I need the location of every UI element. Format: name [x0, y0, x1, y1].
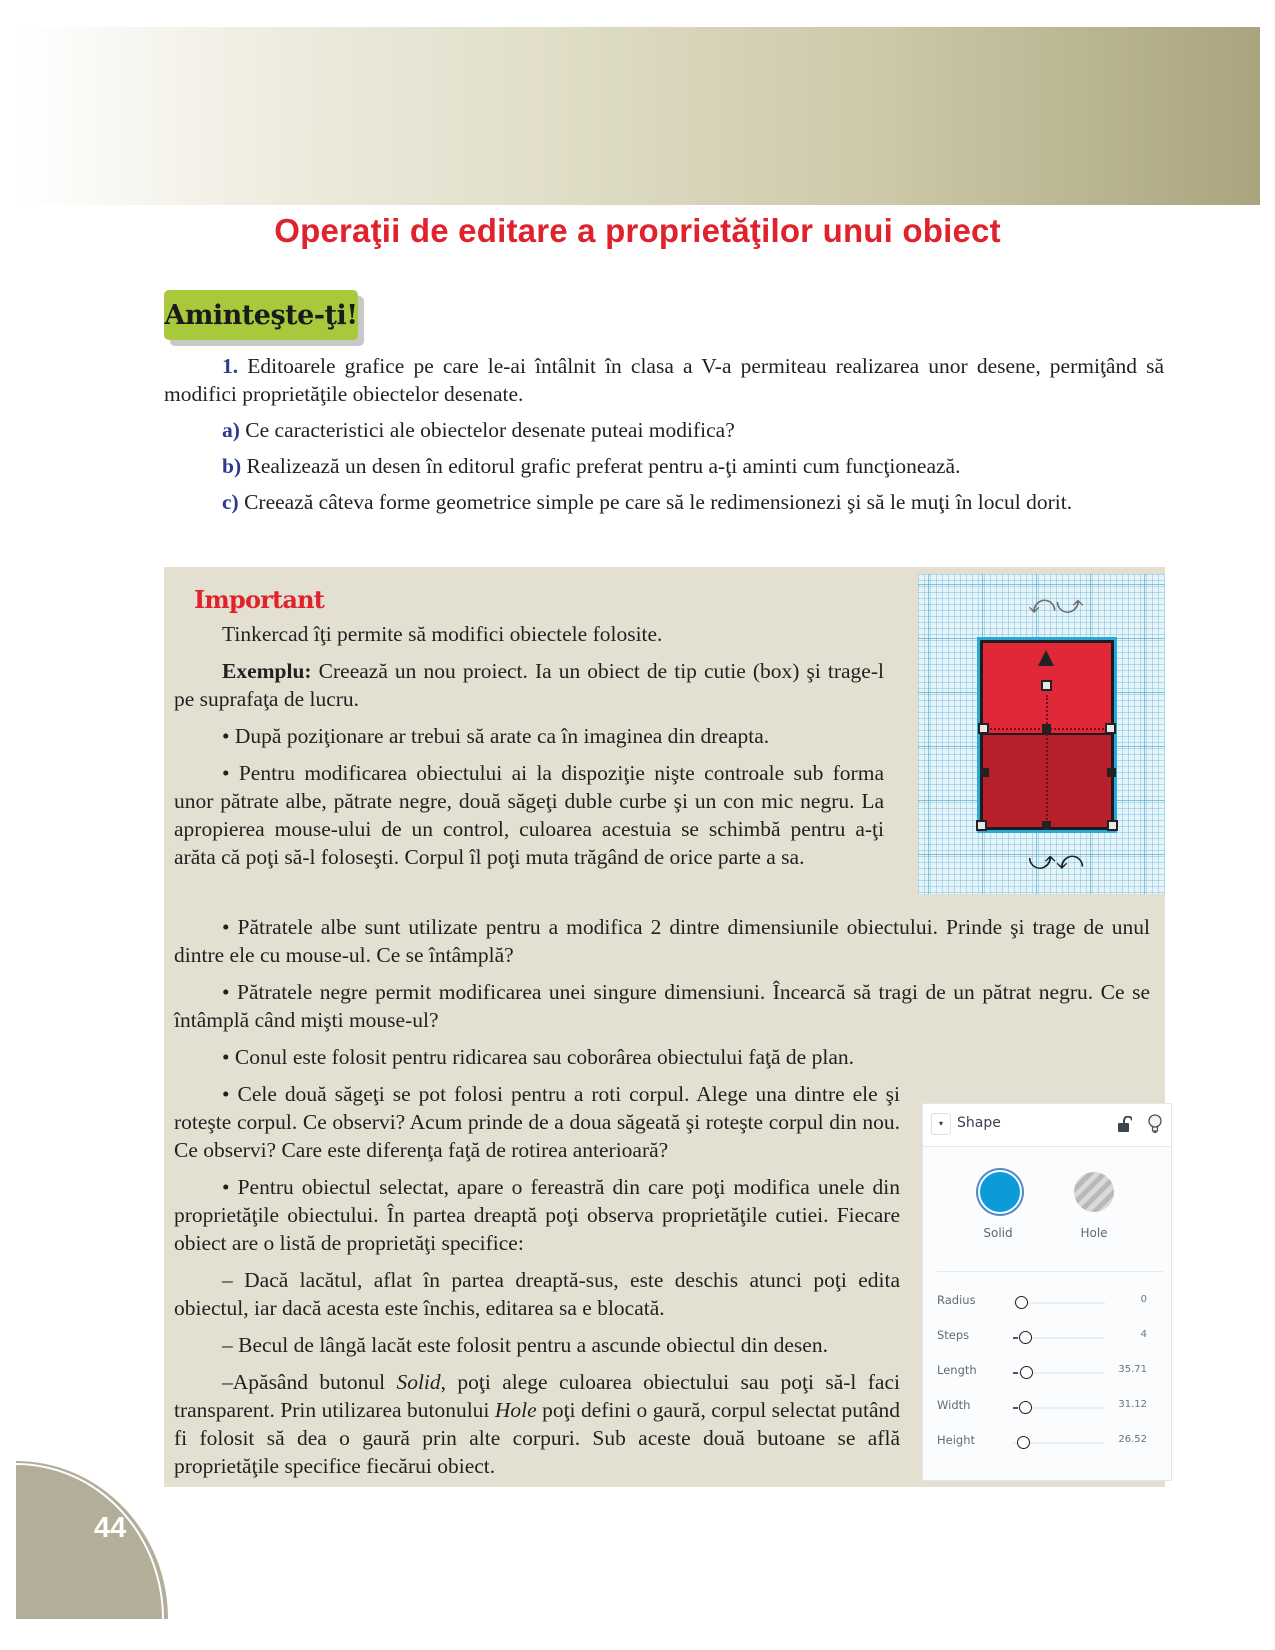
property-row-length [923, 1363, 1171, 1383]
lightbulb-icon[interactable] [1148, 1114, 1162, 1134]
item-text: Creează câteva forme geometrice simple pe care să le redimensionezi şi să le muţi în locul dorit. [238, 490, 1073, 514]
property-value[interactable]: 35.71 [1118, 1364, 1147, 1375]
black-square-handle[interactable] [980, 768, 989, 777]
paragraph-solid-hole [174, 1368, 900, 1480]
slider-fill [1013, 1407, 1018, 1409]
property-row-steps [923, 1328, 1171, 1348]
paragraph-white-squares: • Pătratele albe sunt utilizate pentru a modifica 2 dintre dimensiunile obiectului. Prinde şi trage de unul dintre ele cu mouse-ul. Ce se întâmplă? [174, 915, 1150, 967]
property-label: Radius [937, 1293, 976, 1307]
solid-term: Solid [396, 1370, 441, 1394]
white-square-handle[interactable] [976, 820, 987, 831]
question-number: 1. [222, 354, 239, 378]
property-row-height [923, 1433, 1171, 1453]
property-value[interactable]: 0 [1140, 1294, 1147, 1305]
white-square-handle[interactable] [1105, 723, 1116, 734]
black-square-handle[interactable] [1042, 724, 1051, 733]
page-corner-line [16, 1463, 164, 1619]
paragraph-controls: • Pentru modificarea obiectului ai la dispoziţie nişte controale sub forma unor pătrate albe, pătrate negre, două săgeţi duble curbe şi un con mic negru. La apropierea mouse-ului de un control, culoarea acestuia se schimbă pentru a-ţi arăta că poţi să-l foloseşti. Corpul îl poţi muta trăgând de orice parte a sa. [174, 761, 884, 869]
paragraph-properties-window: • Pentru obiectul selectat, apare o fereastră din care poţi modifica unele din proprietăţile obiectului. În partea dreaptă poţi observa proprietăţile cutiei. Fiecare obiect are o listă de proprietăţi specifice: [174, 1175, 900, 1255]
text-fragment: poţi defini o gaură, corpul selectat putând fi folosit să dea o gaură prin alte corpuri. Sub aceste două butoane se află proprietăţile specifice fiecărui obiect. [174, 1398, 900, 1478]
white-square-handle[interactable] [1041, 680, 1052, 691]
question-item-a [222, 416, 1164, 444]
item-letter: c) [222, 490, 239, 514]
question-text: Editoarele grafice pe care le-ai întâlnit în clasa a V-a permiteau realizarea unor desene, permiţând să modifici proprietăţile obiectelor desenate. [164, 354, 1164, 406]
item-text: Realizează un desen în editorul grafic preferat pentru a-ţi aminti cum funcţionează. [241, 454, 961, 478]
remember-badge [164, 290, 358, 340]
unlock-icon[interactable] [1118, 1116, 1132, 1132]
white-square-handle[interactable] [1107, 820, 1118, 831]
solid-label: Solid [983, 1226, 1013, 1240]
slider-knob[interactable] [1019, 1401, 1032, 1414]
property-value[interactable]: 26.52 [1118, 1434, 1147, 1445]
paragraph-bulb: – Becul de lângă lacăt este folosit pentru a ascunde obiectul din desen. [222, 1333, 828, 1357]
page-number: 44 [94, 1512, 127, 1544]
item-letter: b) [222, 454, 242, 478]
question-item-b [222, 452, 1164, 480]
paragraph-black-squares: • Pătratele negre permit modificarea unei singure dimensiuni. Încearcă să tragi de un pătrat negru. Ce se întâmplă când mişti mouse-ul? [174, 980, 1150, 1032]
black-square-handle[interactable] [1042, 821, 1051, 830]
hole-term: Hole [494, 1398, 537, 1422]
question-1 [164, 352, 1164, 408]
slider-fill [1013, 1372, 1018, 1374]
property-value[interactable]: 4 [1140, 1329, 1147, 1340]
remember-questions [164, 352, 1164, 516]
page-title: Operaţii de editare a proprietăţilor unui obiect [274, 212, 1001, 249]
property-row-width [923, 1398, 1171, 1418]
paragraph-cone: • Conul este folosit pentru ridicarea sau coborârea obiectului faţă de plan. [222, 1045, 854, 1069]
slider-knob[interactable] [1020, 1366, 1033, 1379]
paragraph-arrows: • Cele două săgeţi se pot folosi pentru a roti corpul. Alege una dintre ele şi roteşte corpul. Ce observi? Acum prinde de a doua săgeată şi roteşte corpul din nou. Ce observi? Care este diferenţa faţă de rotirea anterioară? [174, 1082, 900, 1162]
important-text-middle [174, 913, 1150, 1071]
slider-knob[interactable] [1019, 1331, 1032, 1344]
dashed-guide-vertical [1046, 695, 1048, 820]
text-fragment: –Apăsând butonul [222, 1370, 397, 1394]
property-label: Height [937, 1433, 976, 1447]
hole-button[interactable] [1074, 1172, 1114, 1212]
remember-badge-label: Aminteşte-ţi! [164, 299, 358, 331]
example-text: Creează un nou proiect. Ia un obiect de tip cutie (box) şi trage-l pe suprafaţa de lucru. [174, 659, 884, 711]
rotate-arrow-top-icon[interactable]: ⤺⤻ [1028, 590, 1084, 620]
slider-knob[interactable] [1017, 1436, 1030, 1449]
white-square-handle[interactable] [978, 723, 989, 734]
black-square-handle[interactable] [1107, 768, 1116, 777]
slider-knob[interactable] [1015, 1296, 1028, 1309]
property-label: Steps [937, 1328, 970, 1342]
important-text-top [174, 620, 884, 871]
item-letter: a) [222, 418, 240, 442]
paragraph-lock: – Dacă lacătul, aflat în partea dreaptă-sus, este deschis atunci poţi edita obiectul, iar dacă acesta este închis, editarea sa e blocată. [174, 1268, 900, 1320]
text-fragment: , poţi alege culoarea obiectului sau poţi să-l faci transparent. Prin utilizarea butonului [174, 1370, 900, 1422]
property-value[interactable]: 31.12 [1118, 1399, 1147, 1410]
panel-divider [937, 1271, 1163, 1272]
header-gradient-band [18, 27, 1260, 205]
property-row-radius [923, 1293, 1171, 1313]
rotate-arrow-bottom-icon[interactable]: ⤻⤺ [1028, 846, 1084, 876]
property-label: Width [937, 1398, 971, 1412]
collapse-dropdown-icon[interactable]: ▾ [931, 1113, 951, 1135]
intro-paragraph: Tinkercad îţi permite să modifici obiectele folosite. [222, 622, 663, 646]
slider-fill [1013, 1337, 1018, 1339]
example-label: Exemplu: [222, 659, 312, 683]
item-text: Ce caracteristici ale obiectelor desenate puteai modifica? [239, 418, 735, 442]
paragraph-positioning: • După poziţionare ar trebui să arate ca în imaginea din dreapta. [222, 724, 770, 748]
box-object[interactable] [980, 640, 1114, 830]
solid-button[interactable] [978, 1170, 1022, 1214]
hole-label: Hole [1080, 1226, 1108, 1240]
shape-properties-panel [922, 1103, 1172, 1481]
property-label: Length [937, 1363, 977, 1377]
important-title: Important [194, 585, 325, 614]
question-item-c [222, 488, 1164, 516]
panel-title: Shape [957, 1115, 1001, 1131]
panel-header [923, 1104, 1171, 1147]
lift-cone-icon[interactable] [1038, 650, 1054, 666]
example-paragraph [174, 657, 884, 713]
important-text-bottom [174, 1080, 900, 1480]
